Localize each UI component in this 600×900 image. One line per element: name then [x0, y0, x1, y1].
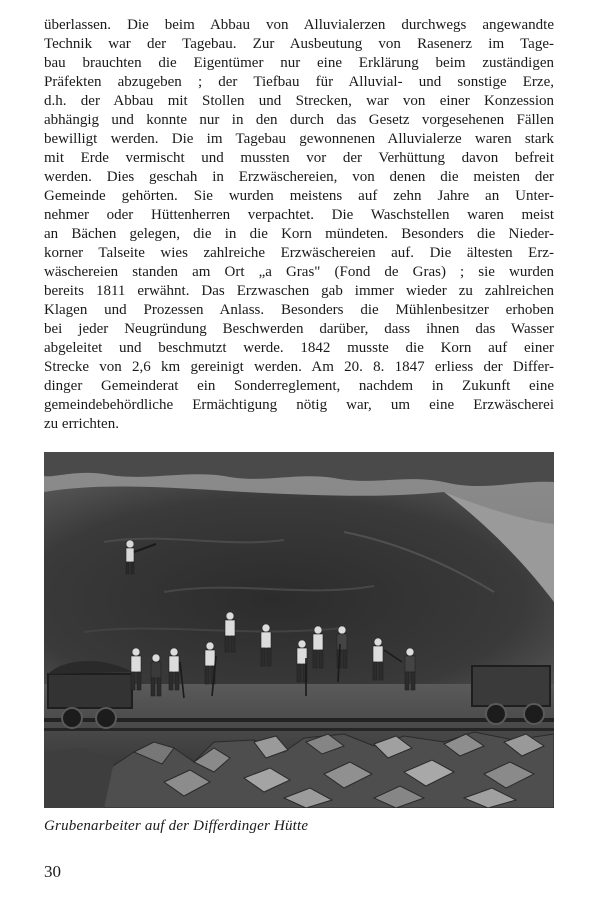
text-line: abgeleitet und beschmutzt werde. 1842 musste die Korn auf einer — [44, 340, 554, 356]
text-line: bei jeder Neugründung Beschwerden darüber, dass ihnen das Wasser — [44, 321, 554, 337]
text-line: überlassen. Die beim Abbau von Alluvialerzen durchwegs angewandte — [44, 17, 554, 33]
text-line: bereits 1811 erwähnt. Das Erzwaschen gab immer wieder zu zahlreichen — [44, 283, 554, 299]
text-line: Technik war der Tagebau. Zur Ausbeutung von Rasenerz im Tage- — [44, 36, 554, 52]
text-line: korner Talseite wies zahlreiche Erzwäschereien auf. Die ältesten Erz- — [44, 245, 554, 261]
text-line: zu errichten. — [44, 416, 119, 432]
text-line: bau brauchten die Eigentümer nur eine Erklärung beim zuständigen — [44, 55, 554, 71]
text-line: an Bächen gelegen, die in die Korn mündeten. Besonders die Nieder- — [44, 226, 554, 242]
body-text — [44, 16, 554, 434]
text-line: d.h. der Abbau mit Stollen und Strecken, war von einer Konzession — [44, 93, 554, 109]
text-line: Klagen und Prozessen Anlass. Besonders die Mühlenbesitzer erhoben — [44, 302, 554, 318]
text-line: wäschereien standen am Ort „a Gras" (Fond de Gras) ; sie wurden — [44, 264, 554, 280]
text-line: bewilligt werden. Die im Tagebau gewonnenen Alluvialerze waren stark — [44, 131, 554, 147]
text-line: Gemeinde gehörten. Sie wurden meistens auf zehn Jahre an Unter- — [44, 188, 554, 204]
page-number: 30 — [44, 862, 61, 881]
text-line: werden. Dies geschah in Erzwäschereien, von denen die meisten der — [44, 169, 554, 185]
text-line: Strecke von 2,6 km gereinigt werden. Am 20. 8. 1847 erliess der Differ- — [44, 359, 554, 375]
text-line: dinger Gemeinderat ein Sonderreglement, nachdem in Zukunft eine — [44, 378, 554, 394]
text-line: mit Erde vermischt und mussten vor der Verhüttung davon befreit — [44, 150, 554, 166]
text-line: nehmer oder Hüttenherren verpachtet. Die Waschstellen waren meist — [44, 207, 554, 223]
photo-caption: Grubenarbeiter auf der Differdinger Hütte — [44, 818, 309, 834]
mine-workers-photo — [44, 452, 554, 808]
text-line: Präfekten abzugeben ; der Tiefbau für Alluvial- und sonstige Erze, — [44, 74, 554, 90]
text-line: abhängig und konnte nur in den durch das Gesetz vorgesehenen Fällen — [44, 112, 554, 128]
text-line: gemeindebehördliche Ermächtigung nötig war, um eine Erzwäscherei — [44, 397, 554, 413]
photo-illustration — [44, 452, 554, 808]
